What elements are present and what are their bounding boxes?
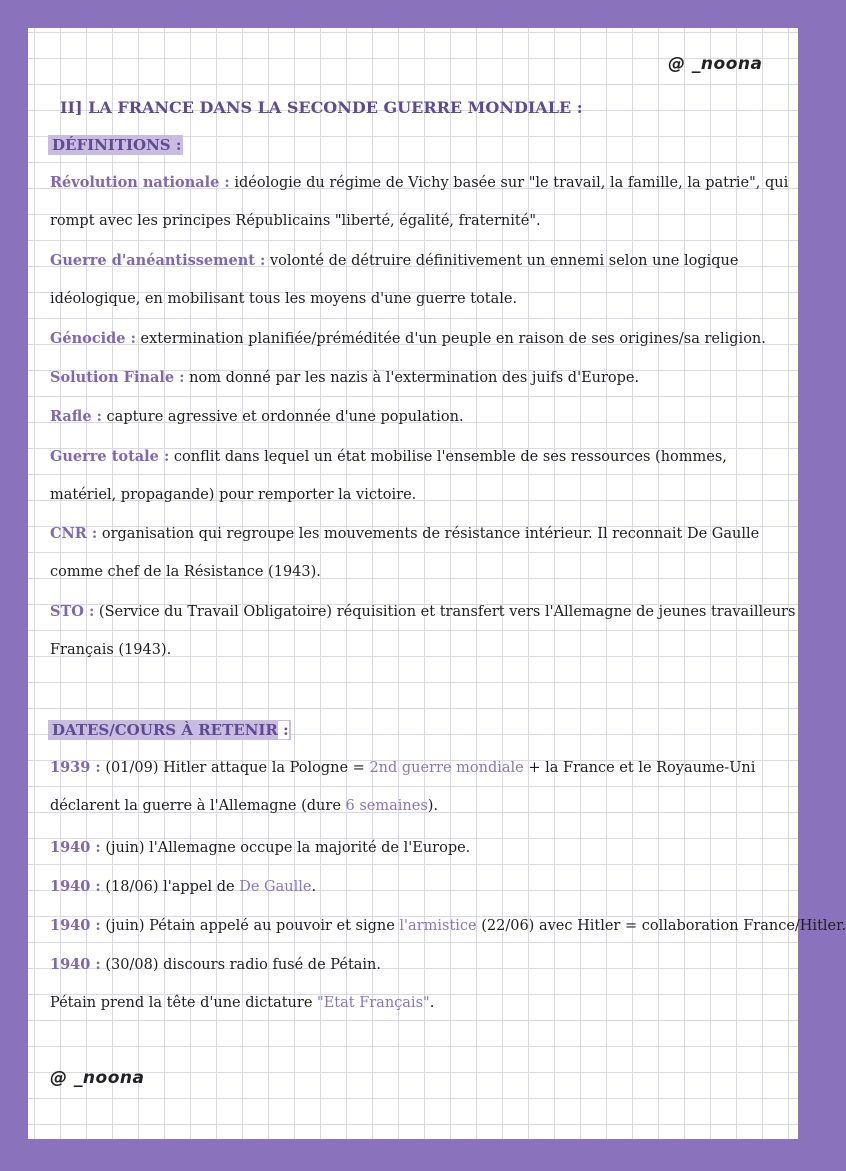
date-text: (30/08) discours radio fusé de Pétain. xyxy=(100,957,382,973)
date-entry-1939 xyxy=(50,759,755,776)
definition-continuation: idéologique, en mobilisant tous les moyens d'une guerre totale. xyxy=(50,291,518,307)
definition-text: (Service du Travail Obligatoire) réquisition et transfert vers l'Allemagne de jeunes travailleurs xyxy=(94,604,796,620)
highlighted-text: 6 semaines xyxy=(345,798,428,814)
date-label: 1940 : xyxy=(50,956,101,973)
definition-continuation: matériel, propagande) pour remporter la victoire. xyxy=(50,487,417,503)
term-label: CNR : xyxy=(50,525,98,542)
highlighted-text: De Gaulle xyxy=(239,879,312,895)
dates-title-text: DATES/COURS À RETENIR xyxy=(52,721,278,739)
date-text: . xyxy=(311,879,317,895)
definition-rafle xyxy=(50,408,464,425)
date-entry-1940-appel xyxy=(50,878,316,895)
date-entry-petain xyxy=(50,995,434,1011)
definition-text: volonté de détruire définitivement un ennemi selon une logique xyxy=(265,253,739,269)
date-text: . xyxy=(429,995,435,1011)
definition-guerre-totale xyxy=(50,448,727,465)
definition-continuation: rompt avec les principes Républicains "liberté, égalité, fraternité". xyxy=(50,213,541,229)
date-label: 1940 : xyxy=(50,839,101,856)
definition-genocide xyxy=(50,330,766,347)
section-heading: II] LA FRANCE DANS LA SECONDE GUERRE MONDIALE : xyxy=(60,98,583,117)
highlighted-text: l'armistice xyxy=(399,918,477,934)
term-label: Solution Finale : xyxy=(50,369,185,386)
term-label: Génocide : xyxy=(50,330,136,347)
date-label: 1939 : xyxy=(50,759,101,776)
definition-cnr xyxy=(50,525,759,542)
definition-continuation: Français (1943). xyxy=(50,642,172,658)
term-label: Révolution nationale : xyxy=(50,174,230,191)
definition-text: organisation qui regroupe les mouvements de résistance intérieur. Il reconnait De Gaulle xyxy=(97,526,760,542)
date-text: Pétain prend la tête d'une dictature xyxy=(50,995,318,1011)
dates-title-colon: : xyxy=(277,721,289,739)
date-text: déclarent la guerre à l'Allemagne (dure xyxy=(50,798,346,814)
term-label: STO : xyxy=(50,603,95,620)
definition-revolution-nationale xyxy=(50,174,788,191)
date-text: (juin) l'Allemagne occupe la majorité de l'Europe. xyxy=(100,840,471,856)
date-entry-continuation xyxy=(50,798,438,814)
definition-continuation: comme chef de la Résistance (1943). xyxy=(50,564,321,580)
date-entry-1940-occupation xyxy=(50,839,470,856)
definitions-title: DÉFINITIONS : xyxy=(48,135,183,155)
term-label: Guerre totale : xyxy=(50,448,170,465)
date-text: ). xyxy=(427,798,439,814)
highlighted-text: "Etat Français" xyxy=(317,995,430,1011)
term-label: Guerre d'anéantissement : xyxy=(50,252,266,269)
date-text: (juin) Pétain appelé au pouvoir et signe xyxy=(100,918,400,934)
definition-text: capture agressive et ordonnée d'une population. xyxy=(101,409,464,425)
date-text: + la France et le Royaume-Uni xyxy=(523,760,756,776)
definition-solution-finale xyxy=(50,369,639,386)
author-signature-top: @ _noona xyxy=(668,54,763,74)
notebook-page xyxy=(28,28,846,1139)
definition-text: conflit dans lequel un état mobilise l'ensemble de ses ressources (hommes, xyxy=(169,449,727,465)
definition-text: extermination planifiée/préméditée d'un peuple en raison de ses origines/sa religion. xyxy=(135,331,766,347)
term-label: Rafle : xyxy=(50,408,102,425)
dates-title xyxy=(48,720,291,740)
definition-guerre-aneantissement xyxy=(50,252,738,269)
date-text: (18/06) l'appel de xyxy=(100,879,240,895)
date-entry-1940-armistice xyxy=(50,917,846,934)
highlighted-text: 2nd guerre mondiale xyxy=(369,760,524,776)
date-text: (22/06) avec Hitler = collaboration France/Hitler. xyxy=(476,918,846,934)
date-text: (01/09) Hitler attaque la Pologne = xyxy=(100,760,370,776)
definition-text: nom donné par les nazis à l'extermination des juifs d'Europe. xyxy=(184,370,640,386)
date-entry-1940-discours xyxy=(50,956,381,973)
date-label: 1940 : xyxy=(50,878,101,895)
author-signature-bottom: @ _noona xyxy=(50,1068,145,1088)
definition-sto xyxy=(50,603,795,620)
definition-text: idéologie du régime de Vichy basée sur "le travail, la famille, la patrie", qui xyxy=(229,175,789,191)
date-label: 1940 : xyxy=(50,917,101,934)
